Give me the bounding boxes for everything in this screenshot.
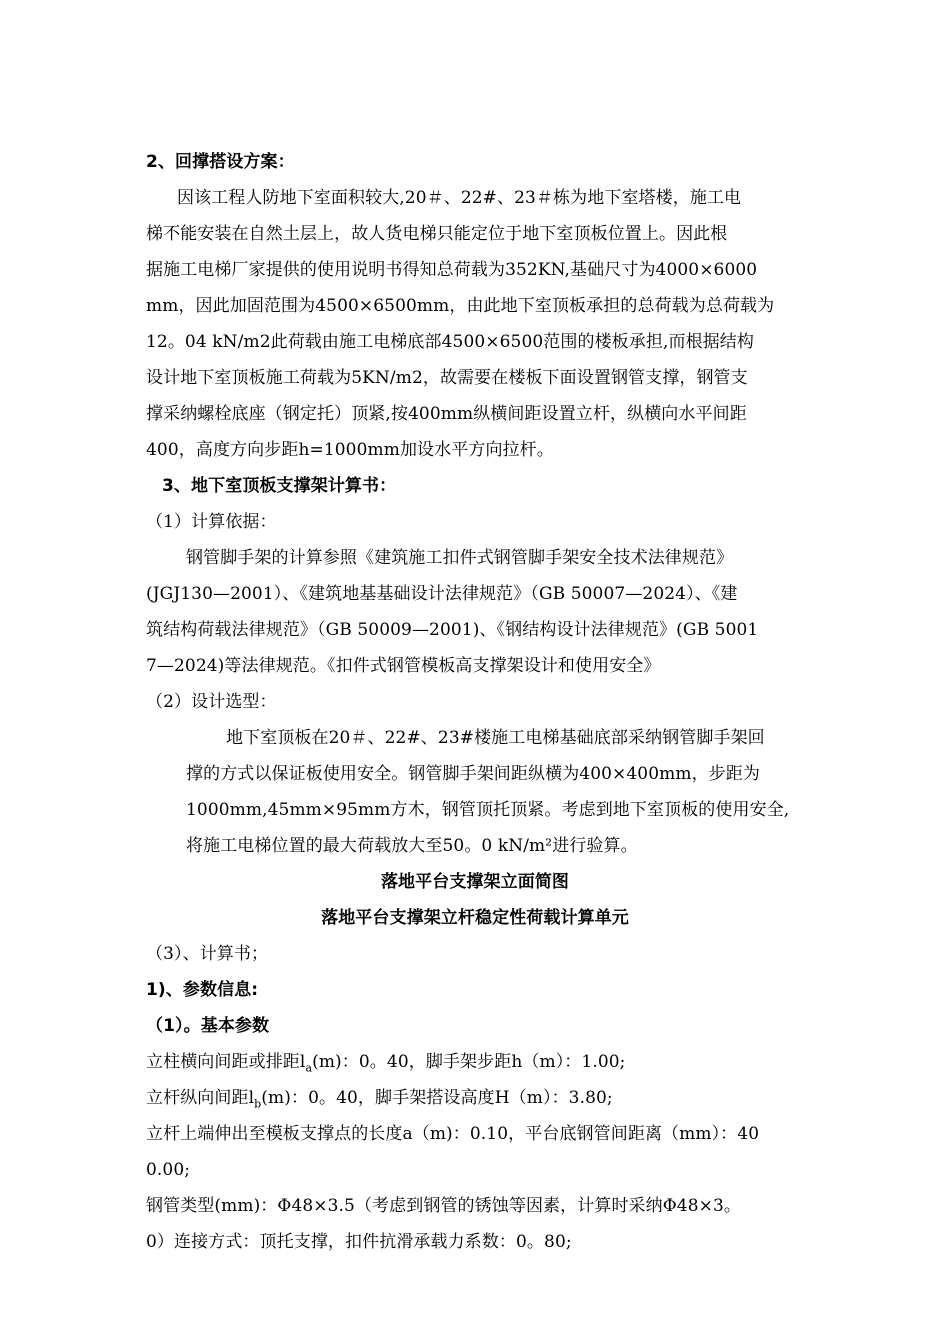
design-selection-line-3: 1000mm,45mm×95mm方木，钢管顶托顶紧。考虑到地下室顶板的使用安全, <box>186 800 790 820</box>
param-line-5: 钢管类型(mm)：Φ48×3.5（考虑到钢管的锈蚀等因素，计算时采纳Φ48×3。 <box>146 1196 741 1216</box>
param-line-1-subscript: a <box>305 1061 313 1075</box>
param-line-2-text-b: (m)：0。40，脚手架搭设高度H（m）：3.80; <box>261 1088 613 1108</box>
basic-params-heading: （1）。基本参数 <box>146 1016 270 1036</box>
section-2-line-3: 据施工电梯厂家提供的使用说明书得知总荷载为352KN,基础尺寸为4000×6000 <box>146 260 758 280</box>
calc-basis-line-1: 钢管脚手架的计算参照《建筑施工扣件式钢管脚手架安全技术法律规范》 <box>186 548 734 568</box>
params-heading: 1)、参数信息: <box>146 980 259 1000</box>
section-2-line-5: 12。04 kN/m2此荷载由施工电梯底部4500×6500范围的楼板承担,而根据结构 <box>146 332 754 352</box>
section-2-line-2: 梯不能安装在自然土层上，故人货电梯只能定位于地下室顶板位置上。因此根 <box>146 224 728 244</box>
calc-basis-label: （1）计算依据： <box>146 512 277 532</box>
section-2-line-4: mm，因此加固范围为4500×6500mm，由此地下室顶板承担的总荷载为总荷载为 <box>146 296 775 316</box>
design-selection-line-1: 地下室顶板在20＃、22#、23#楼施工电梯基础底部采纳钢管脚手架回 <box>226 728 765 748</box>
calc-basis-line-4: 7—2024)等法律规范。《扣件式钢管模板高支撑架设计和使用安全》 <box>146 656 661 676</box>
calc-basis-line-2: (JGJ130—2001）、《建筑地基基础设计法律规范》（GB 50007—2024）、《建 <box>146 584 738 604</box>
calc-basis-line-3: 筑结构荷载法律规范》（GB 50009—2001)、《钢结构设计法律规范》(GB 5001 <box>146 620 759 640</box>
section-3-heading: 3、地下室顶板支撑架计算书： <box>162 476 397 496</box>
section-2-line-1: 因该工程人防地下室面积较大,20＃、22#、23＃栋为地下室塔楼，施工电 <box>177 188 742 208</box>
param-line-3: 立杆上端伸出至模板支撑点的长度a（m)：0.10，平台底钢管间距离（mm）：40 <box>146 1124 760 1144</box>
design-selection-line-4: 将施工电梯位置的最大荷载放大至50。0 kN/m²进行验算。 <box>186 836 638 856</box>
param-line-1 <box>0 1050 950 1080</box>
design-selection-label: （2）设计选型： <box>146 692 277 712</box>
calc-book-label: （3）、计算书； <box>146 944 269 964</box>
param-line-1-text-b: (m)：0。40，脚手架步距h（m）：1.00; <box>312 1052 626 1072</box>
section-2-line-8: 400，高度方向步距h=1000mm加设水平方向拉杆。 <box>146 440 554 460</box>
design-selection-line-2: 撑的方式以保证板使用安全。钢管脚手架间距纵横为400×400mm，步距为 <box>186 764 760 784</box>
section-2-heading: 2、回撑搭设方案： <box>146 152 295 172</box>
param-line-1-text-a: 立柱横向间距或排距l <box>146 1052 306 1072</box>
section-2-line-6: 设计地下室顶板施工荷载为5KN/m2，故需要在楼板下面设置钢管支撑，钢管支 <box>146 368 748 388</box>
param-line-2 <box>0 1086 950 1116</box>
figure-title-calc-unit: 落地平台支撑架立杆稳定性荷载计算单元 <box>321 908 629 928</box>
param-line-2-subscript: b <box>254 1097 262 1111</box>
param-line-4: 0.00; <box>146 1160 191 1180</box>
param-line-6: 0）连接方式：顶托支撑，扣件抗滑承载力系数：0。80; <box>146 1232 572 1252</box>
section-2-line-7: 撑采纳螺栓底座（钢定托）顶紧,按400mm纵横间距设置立杆，纵横向水平间距 <box>146 404 747 424</box>
figure-title-elevation: 落地平台支撑架立面简图 <box>380 872 570 892</box>
param-line-2-text-a: 立杆纵向间距l <box>146 1088 255 1108</box>
